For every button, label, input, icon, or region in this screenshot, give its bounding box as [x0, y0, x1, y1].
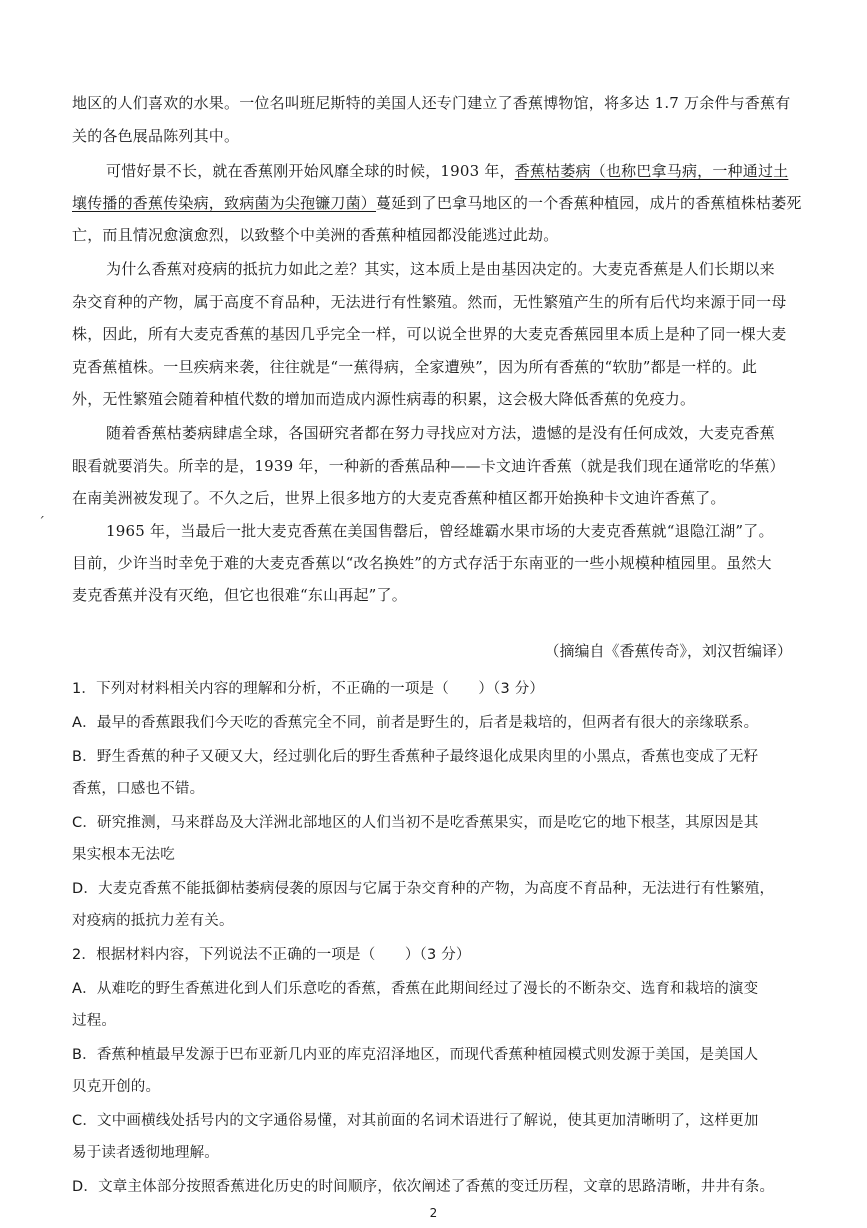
passage-line: 关的各色展品陈列其中。	[72, 127, 240, 145]
question-2-stem: 2．根据材料内容，下列说法不正确的一项是（ ）（3 分）	[72, 947, 471, 963]
passage-line: 外，无性繁殖会随着种植代数的增加而造成内源性病毒的积累，这会极大降低香蕉的免疫力。	[72, 390, 696, 408]
passage-line: 亡，而且情况愈演愈烈，以致整个中美洲的香蕉种植园都没能逃过此劫。	[72, 226, 559, 244]
q2-option-d: D．文章主体部分按照香蕉进化历史的时间顺序，依次阐述了香蕉的变迁历程，文章的思路清晰，井井有条。	[72, 1179, 775, 1195]
passage-line: 克香蕉植株。一旦疾病来袭，往往就是“一蕉得病，全家遭殃”，因为所有香蕉的“软肋”都是一样的。此	[72, 358, 758, 376]
passage-line: 株，因此，所有大麦克香蕉的基因几乎完全一样，可以说全世界的大麦克香蕉园里本质上是种了同一棵大麦	[72, 325, 787, 343]
q2-option-b-cont: 贝克开创的。	[72, 1079, 161, 1095]
q2-option-c-cont: 易于读者透彻地理解。	[72, 1145, 219, 1161]
q1-option-a: A．最早的香蕉跟我们今天吃的香蕉完全不同，前者是野生的，后者是栽培的，但两者有很大的亲缘联系。	[72, 715, 759, 731]
question-1-stem: 1．下列对材料相关内容的理解和分析，不正确的一项是（ ）（3 分）	[72, 681, 545, 697]
q1-option-d-cont: 对疫病的抵抗力差有关。	[72, 913, 234, 929]
passage-line: 1965 年，当最后一批大麦克香蕉在美国售罄后，曾经雄霸水果市场的大麦克香蕉就“退隐江湖”了。	[106, 522, 774, 540]
q1-option-c: C．研究推测，马来群岛及大洋洲北部地区的人们当初不是吃香蕉果实，而是吃它的地下根茎，其原因是其	[72, 815, 759, 831]
q2-option-a-cont: 过程。	[72, 1013, 117, 1029]
page-number: 2	[429, 1206, 438, 1220]
q1-option-c-cont: 果实根本无法吃	[72, 847, 175, 863]
q2-option-a: A．从难吃的野生香蕉进化到人们乐意吃的香蕉，香蕉在此期间经过了漫长的不断杂交、选育和栽培的演变	[72, 981, 759, 997]
passage-line: 在南美洲被发现了。不久之后，世界上很多地方的大麦克香蕉种植区都开始换种卡文迪许香蕉了。	[72, 489, 726, 507]
passage-line: 壤传播的香蕉传染病，致病菌为尖孢镰刀菌）蔓延到了巴拿马地区的一个香蕉种植园，成片的香蕉植株枯萎死	[72, 194, 802, 212]
passage-line: 为什么香蕉对疫病的抵抗力如此之差？其实，这本质上是由基因决定的。大麦克香蕉是人们长期以来	[106, 260, 775, 278]
passage-line: 目前，少许当时幸免于难的大麦克香蕉以“改名换姓”的方式存活于东南亚的一些小规模种植园里。虽然大	[72, 554, 772, 572]
passage-line: 眼看就要消失。所幸的是，1939 年，一种新的香蕉品种——卡文迪许香蕉（就是我们现在通常吃的华蕉）	[72, 457, 785, 475]
stray-mark: ˊ	[38, 515, 45, 531]
q2-option-b: B．香蕉种植最早发源于巴布亚新几内亚的库克沼泽地区，而现代香蕉种植园模式则发源于美国，是美国人	[72, 1047, 759, 1063]
passage-line: 杂交育种的产物，属于高度不育品种，无法进行有性繁殖。然而，无性繁殖产生的所有后代均来源于同一母	[72, 293, 787, 311]
underlined-term-explanation: 香蕉枯萎病（也称巴拿马病，一种通过土	[514, 162, 789, 180]
underlined-term-explanation: 壤传播的香蕉传染病，致病菌为尖孢镰刀菌）	[72, 194, 377, 212]
passage-line: 地区的人们喜欢的水果。一位名叫班尼斯特的美国人还专门建立了香蕉博物馆，将多达 1.7 万余件与香蕉有	[72, 94, 791, 112]
passage-line: 可惜好景不长，就在香蕉刚开始风靡全球的时候，1903 年，香蕉枯萎病（也称巴拿马病，一种通过土	[106, 162, 789, 180]
passage-line: 麦克香蕉并没有灭绝，但它也很难“东山再起”了。	[72, 586, 407, 604]
q1-option-b: B．野生香蕉的种子又硬又大，经过驯化后的野生香蕉种子最终退化成果肉里的小黑点，香蕉也变成了无籽	[72, 749, 759, 765]
q2-option-c: C．文中画横线处括号内的文字通俗易懂，对其前面的名词术语进行了解说，使其更加清晰明了，这样更加	[72, 1113, 759, 1129]
q1-option-d: D．大麦克香蕉不能抵御枯萎病侵袭的原因与它属于杂交育种的产物，为高度不育品种，无法进行有性繁殖，	[72, 881, 775, 897]
q1-option-b-cont: 香蕉，口感也不错。	[72, 781, 205, 797]
passage-line: 随着香蕉枯萎病肆虐全球，各国研究者都在努力寻找应对方法，遗憾的是没有任何成效，大麦克香蕉	[106, 424, 775, 442]
source-citation: （摘编自《香蕉传奇》，刘汉哲编译）	[544, 642, 792, 660]
